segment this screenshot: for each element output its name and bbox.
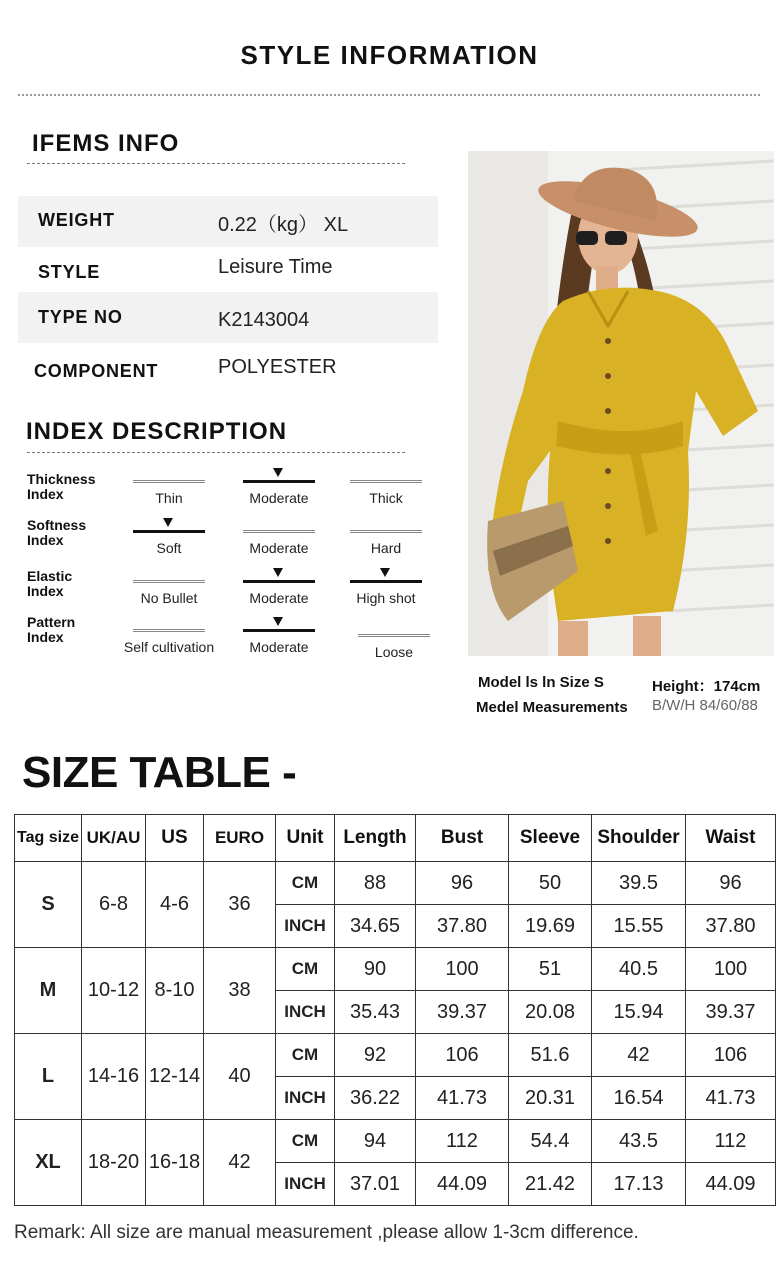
header-waist: Waist [686, 815, 776, 862]
index-description-title: INDEX DESCRIPTION [26, 418, 288, 445]
table-cell: 100 [686, 948, 776, 991]
index-name-pattern: Pattern Index [27, 614, 76, 645]
option-label: Moderate [249, 590, 309, 606]
table-cell: 20.31 [509, 1077, 592, 1120]
table-cell: 112 [686, 1120, 776, 1163]
info-row-component [18, 346, 438, 397]
index-description-divider [27, 452, 405, 453]
table-cell: 19.69 [509, 905, 592, 948]
size-uk-au: 10-12 [82, 948, 146, 1034]
table-cell: 20.08 [509, 991, 592, 1034]
header-shoulder: Shoulder [592, 815, 686, 862]
size-us: 16-18 [146, 1120, 204, 1206]
table-header-row [15, 815, 776, 862]
size-uk-au: 14-16 [82, 1034, 146, 1120]
index-name-softness: Softness Index [27, 517, 87, 548]
remark-text: Remark: All size are manual measurement ,please allow 1-3cm difference. [14, 1222, 639, 1243]
table-cell: 40.5 [592, 948, 686, 991]
model-photo [468, 151, 774, 656]
table-cell: 44.09 [416, 1163, 509, 1206]
info-row-style [18, 247, 438, 298]
selected-marker-icon [273, 468, 283, 477]
info-value: POLYESTER [218, 356, 337, 378]
table-row [15, 862, 776, 905]
info-label: TYPE NO [38, 307, 123, 327]
size-euro: 38 [204, 948, 276, 1034]
table-cell: 37.80 [686, 905, 776, 948]
selected-marker-icon [380, 568, 390, 577]
header-sleeve: Sleeve [509, 815, 592, 862]
unit-cm: CM [276, 862, 335, 905]
table-cell: 37.01 [335, 1163, 416, 1206]
table-cell: 54.4 [509, 1120, 592, 1163]
table-cell: 21.42 [509, 1163, 592, 1206]
header-bust: Bust [416, 815, 509, 862]
items-info-title: IFEMS INFO [32, 130, 180, 157]
size-tag: S [15, 862, 82, 948]
unit-cm: CM [276, 1120, 335, 1163]
table-cell: 112 [416, 1120, 509, 1163]
option-label: Moderate [249, 540, 309, 556]
model-bwh: B/W/H 84/60/88 [652, 697, 758, 714]
table-cell: 39.37 [686, 991, 776, 1034]
option-label: Self cultivation [123, 639, 215, 655]
option-label: Thick [369, 490, 403, 506]
unit-inch: INCH [276, 1077, 335, 1120]
size-us: 4-6 [146, 862, 204, 948]
table-cell: 106 [686, 1034, 776, 1077]
table-row [15, 1034, 776, 1077]
table-cell: 94 [335, 1120, 416, 1163]
selected-marker-icon [163, 518, 173, 527]
size-tag: M [15, 948, 82, 1034]
option-label: Moderate [249, 490, 309, 506]
table-cell: 34.65 [335, 905, 416, 948]
size-us: 12-14 [146, 1034, 204, 1120]
info-value: Leisure Time [218, 256, 333, 278]
info-value: 0.22（kg） XL [218, 214, 349, 236]
index-name-thickness: Thickness Index [27, 471, 96, 502]
info-row-type-no [18, 292, 438, 343]
size-uk-au: 18-20 [82, 1120, 146, 1206]
size-table-title: SIZE TABLE - [22, 748, 297, 797]
size-us: 8-10 [146, 948, 204, 1034]
table-cell: 51 [509, 948, 592, 991]
info-value: K2143004 [218, 309, 310, 331]
selected-marker-icon [273, 568, 283, 577]
option-label: Thin [155, 490, 183, 506]
header-euro: EURO [204, 815, 276, 862]
model-height [652, 675, 760, 696]
table-cell: 96 [416, 862, 509, 905]
table-cell: 37.80 [416, 905, 509, 948]
table-cell: 17.13 [592, 1163, 686, 1206]
table-cell: 39.37 [416, 991, 509, 1034]
unit-cm: CM [276, 1034, 335, 1077]
page-title: STYLE INFORMATION [240, 40, 539, 70]
size-euro: 40 [204, 1034, 276, 1120]
height-label: Height： [652, 678, 714, 695]
table-cell: 15.55 [592, 905, 686, 948]
info-label: WEIGHT [38, 210, 115, 230]
header-uk-au: UK/AU [82, 815, 146, 862]
unit-cm: CM [276, 948, 335, 991]
table-cell: 51.6 [509, 1034, 592, 1077]
table-cell: 35.43 [335, 991, 416, 1034]
table-cell: 42 [592, 1034, 686, 1077]
table-cell: 41.73 [686, 1077, 776, 1120]
size-euro: 36 [204, 862, 276, 948]
option-label: Hard [370, 540, 402, 556]
table-cell: 39.5 [592, 862, 686, 905]
table-cell: 106 [416, 1034, 509, 1077]
table-cell: 16.54 [592, 1077, 686, 1120]
size-euro: 42 [204, 1120, 276, 1206]
size-tag: XL [15, 1120, 82, 1206]
model-measurements-label: Medel Measurements [476, 699, 628, 716]
header-unit: Unit [276, 815, 335, 862]
unit-inch: INCH [276, 991, 335, 1034]
items-info-divider [27, 163, 405, 164]
index-name-elastic: Elastic Index [27, 568, 73, 599]
selected-marker-icon [273, 617, 283, 626]
table-cell: 44.09 [686, 1163, 776, 1206]
header-tag-size: Tag size [15, 815, 82, 862]
table-cell: 43.5 [592, 1120, 686, 1163]
table-cell: 100 [416, 948, 509, 991]
option-label: Soft [156, 540, 182, 556]
header-us: US [146, 815, 204, 862]
option-label: Loose [374, 644, 414, 660]
title-divider [18, 94, 760, 96]
unit-inch: INCH [276, 905, 335, 948]
unit-inch: INCH [276, 1163, 335, 1206]
size-table [14, 814, 776, 1206]
height-value: 174cm [713, 678, 761, 695]
option-label: High shot [356, 590, 416, 606]
size-uk-au: 6-8 [82, 862, 146, 948]
info-label: STYLE [38, 262, 101, 282]
info-row-weight [18, 196, 438, 247]
table-row [15, 948, 776, 991]
table-cell: 90 [335, 948, 416, 991]
size-tag: L [15, 1034, 82, 1120]
info-label: COMPONENT [34, 361, 159, 381]
table-cell: 50 [509, 862, 592, 905]
table-cell: 15.94 [592, 991, 686, 1034]
header-length: Length [335, 815, 416, 862]
table-cell: 92 [335, 1034, 416, 1077]
table-cell: 36.22 [335, 1077, 416, 1120]
table-cell: 88 [335, 862, 416, 905]
table-row [15, 1120, 776, 1163]
option-label: No Bullet [140, 590, 198, 606]
option-label: Moderate [249, 639, 309, 655]
model-size-label: Model ls ln Size S [478, 674, 604, 691]
table-cell: 41.73 [416, 1077, 509, 1120]
table-cell: 96 [686, 862, 776, 905]
